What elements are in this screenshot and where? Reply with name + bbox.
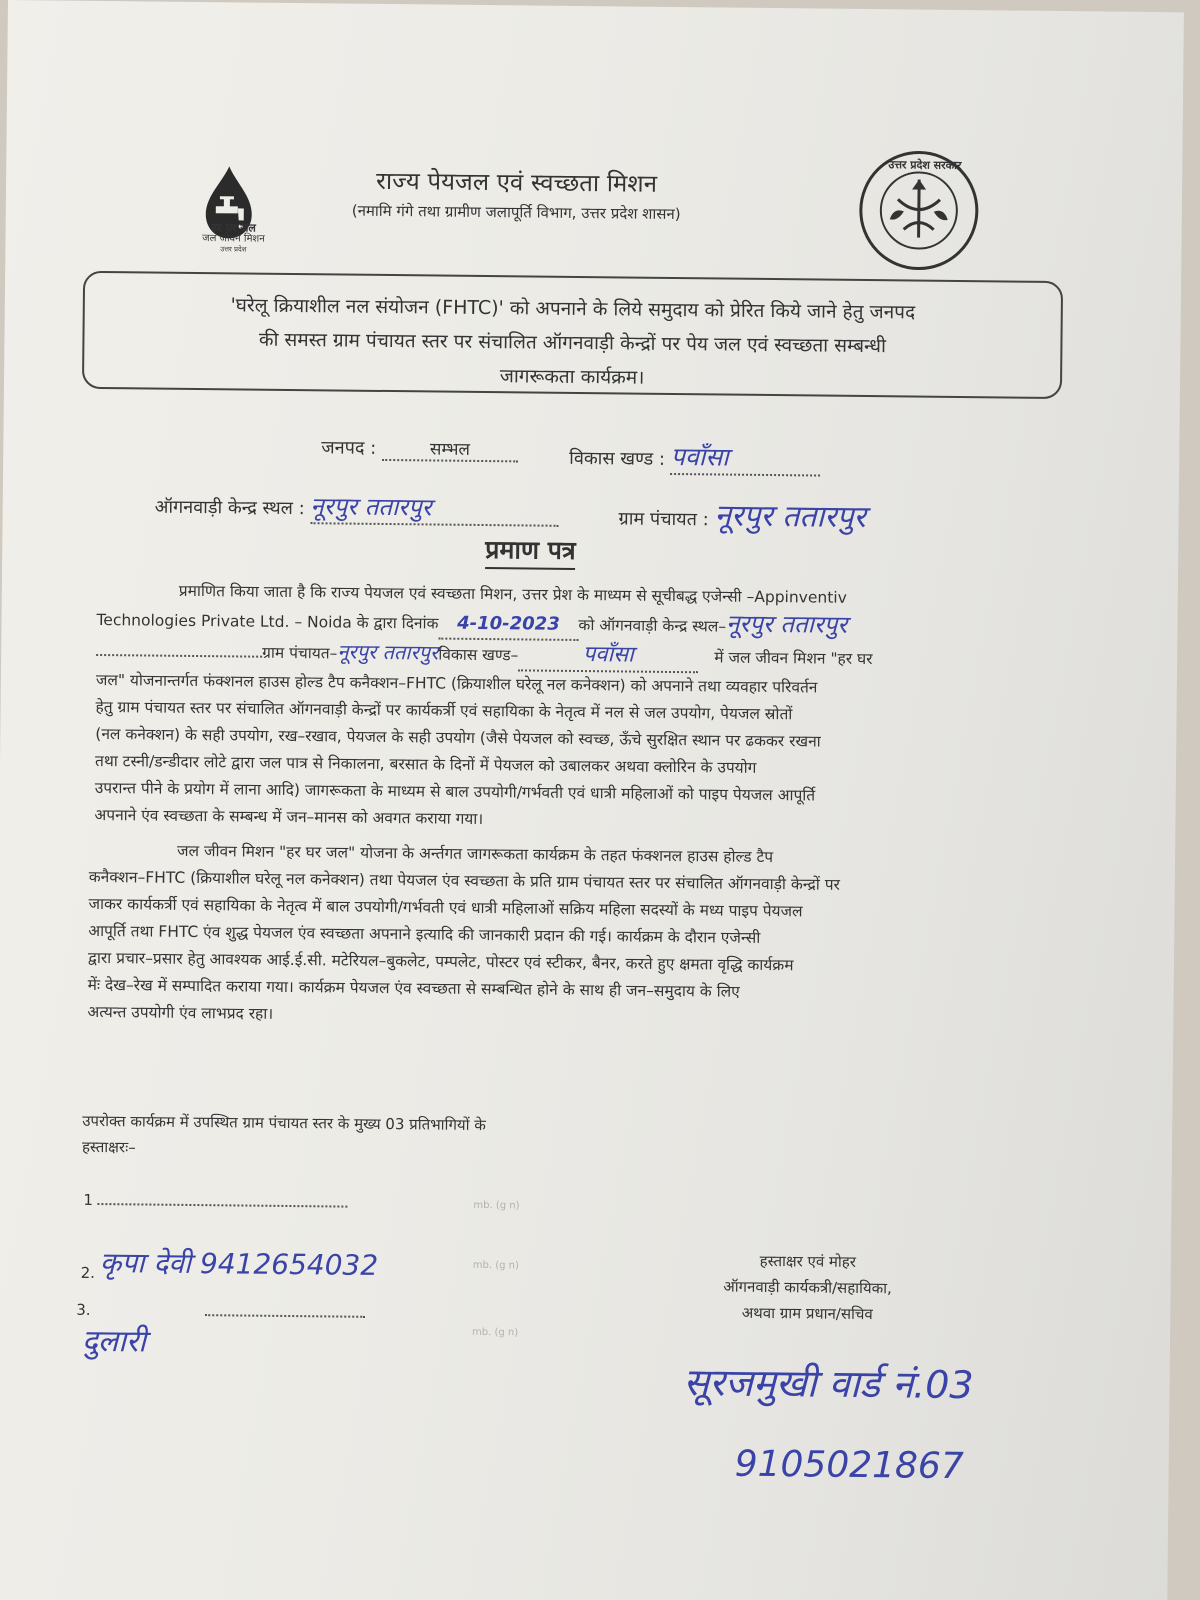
p2-line-5: द्वारा प्रचार–प्रसार हेतु आवश्यक आई.ई.सी. मटेरियल–बुकलेट, पम्पलेट, पोस्टर एवं स्टीकर, बैनर, करते हुए क्षमता वृद्धि कार्यक्रम [87, 948, 794, 975]
participant-1-row [83, 1191, 348, 1212]
p1-line-3-handwritten-2: पवाँसा [582, 642, 634, 668]
p1-line-3-dots-2 [518, 640, 698, 673]
certificate-paragraph-2 [87, 837, 1044, 1036]
p1-line-2-text: Technologies Private Ltd. – Noida के द्वारा दिनांक [96, 610, 439, 633]
p2-line-4: आपूर्ति तथा FHTC एंव शुद्ध पेयजल एंव स्वच्छता अपनाने इत्यादि की जानकारी प्रदान की गई। कार्यक्रम के दौरान एजेन्सी [88, 921, 761, 947]
gram-panchayat-label: ग्राम पंचायत : [618, 508, 709, 531]
vikas-khand-dotted-line [671, 439, 821, 477]
participant-3-number: 3. [76, 1300, 91, 1319]
date-value: 4-10-2023 [457, 612, 560, 635]
p1-line-8: उपरान्त पीने के प्रयोग में लाना आदि) जागरूकता के माध्यम से बाल उपयोगी/गर्भवती एवं धात्री महिलाओं को पाइप पेयजल आपूर्ति [94, 778, 816, 805]
p2-line-6: मेंः देख–रेख में सम्पादित कराया गया। कार्यक्रम पेयजल एंव स्वच्छता से सम्बन्धित होने के साथ ही जन–समुदाय के लिए [87, 975, 740, 1001]
participants-intro [82, 1108, 486, 1164]
aanganwadi-field [155, 488, 559, 527]
participant-1-dotted-line [98, 1203, 348, 1208]
gram-panchayat-field [618, 492, 866, 536]
p1-line-1: प्रमाणित किया जाता है कि राज्य पेयजल एवं स्वच्छता मिशन, उत्तर प्रेश के माध्यम से सूचीबद्ध एजेन्सी –Appinventiv [178, 581, 847, 607]
janpad-value: सम्भल [429, 439, 471, 460]
participants-intro-line-1: उपरोक्त कार्यक्रम में उपस्थित ग्राम पंचायत स्तर के मुख्य 03 प्रतिभागियों के [82, 1111, 486, 1135]
signatory-line-3: अथवा ग्राम प्रधान/सचिव [741, 1303, 873, 1324]
p1-line-9: अपनाने एंव स्वच्छता के सम्बन्ध में जन–मानस को अवगत कराया गया। [94, 805, 484, 829]
p1-line-3-text-a: ग्राम पंचायत– [262, 643, 338, 663]
participant-2-number: 2. [80, 1263, 96, 1282]
aanganwadi-value: नूरपुर ततारपुर [310, 492, 432, 522]
participant-3-dotted-line [205, 1314, 365, 1318]
p1-line-2-handwritten: नूरपुर ततारपुर [726, 609, 848, 639]
signatory-handwritten-phone: 9105021867 [734, 1443, 964, 1488]
p1-line-5: हेतु ग्राम पंचायत स्तर पर संचालित ऑगनवाड़ी केन्द्रों पर कार्यकर्त्री एवं सहायिका के नेतृत्व में नल से जल उपयोग, पेयजल स्रोतों [95, 697, 793, 724]
emblem-text: उत्तर प्रदेश सरकार [888, 158, 962, 172]
p2-line-1: जल जीवन मिशन "हर घर जल" योजना के अर्न्तगत जागरूकता कार्यक्रम के तहत फंक्शनल हाउस होल्ड टैप [177, 841, 774, 867]
participant-3-signature: दुलारी [81, 1323, 147, 1360]
janpad-field [321, 435, 518, 462]
programme-statement-box [82, 271, 1063, 399]
date-dotted-line [438, 610, 578, 641]
logo-text-line3: उत्तर प्रदेश [220, 245, 247, 254]
aanganwadi-dotted-line [310, 489, 558, 527]
signatory-line-1: हस्ताक्षर एवं मोहर [759, 1251, 857, 1271]
vikas-khand-field [569, 438, 821, 477]
box-line-2: की समस्त ग्राम पंचायत स्तर पर संचालित ऑगनवाड़ी केन्द्रों पर पेय जल एवं स्वच्छता सम्बन्धी [258, 328, 887, 358]
gram-panchayat-value: नूरपुर ततारपुर [714, 498, 866, 536]
faint-mark-2: mb. (g n) [472, 1259, 519, 1272]
vikas-khand-label: विकास खण्ड : [569, 447, 666, 470]
p2-line-2: कनैक्शन–FHTC (क्रियाशील घरेलू नल कनेक्शन) तथा पेयजल एंव स्वच्छता के प्रति ग्राम पंचायत स्तर पर संचालित ऑगनवाड़ी केन्द्रों पर [88, 867, 840, 894]
har-ghar-jal-logo [183, 162, 274, 263]
p2-line-7: अत्यन्त उपयोगी एंव लाभप्रद रहा। [87, 1002, 274, 1023]
logo-text-line1: हर घर जल [211, 221, 257, 235]
signatory-line-2: ऑगनवाड़ी कार्यकत्री/सहायिका, [723, 1277, 892, 1298]
janpad-dotted-line [382, 436, 518, 462]
signatory-block [682, 1247, 933, 1328]
p1-line-3-handwritten-1: नूरपुर ततारपुर [337, 639, 439, 665]
p1-line-4: जल" योजनान्तर्गत फंक्शनल हाउस होल्ड टैप कनैक्शन–FHTC (क्रियाशील घरेलू नल कनेक्शन) को अपनाने तथा व्यवहार परिवर्तन [95, 670, 818, 697]
aanganwadi-label: ऑगनवाड़ी केन्द्र स्थल : [154, 496, 305, 520]
logo-text-line2: जल जीवन मिशन [202, 233, 265, 245]
up-government-emblem [857, 149, 980, 272]
mission-subtitle: (नमामि गंगे तथा ग्रामीण जलापूर्ति विभाग, उत्तर प्रदेश शासन) [351, 201, 681, 224]
signatory-handwritten-name: सूरजमुखी वार्ड नं.03 [683, 1360, 974, 1408]
faint-mark-1: mb. (g n) [473, 1199, 520, 1212]
janpad-label: जनपद : [321, 437, 377, 459]
p1-line-6: (नल कनेक्शन) के सही उपयोग, रख–रखाव, पेयजल के सही उपयोग (जैसे पेयजल को स्वच्छ, ऊँचे सुरक्षित स्थान पर ढककर रखना [95, 724, 821, 751]
participants-intro-line-2: हस्ताक्षरः– [81, 1137, 136, 1157]
participant-2-signature: कृपा देवी 9412654032 [99, 1246, 379, 1282]
box-line-1: 'घरेलू क्रियाशील नल संयोजन (FHTC)' को अपनाने के लिये समुदाय को प्रेरित किये जाने हेतु जनपद [230, 294, 916, 324]
p1-line-7: तथा टस्नी/डन्डीदार लोटे द्वारा जल पात्र से निकालना, बरसात के दिनों में पेयजल को उबालकर अथवा क्लोरिन के उपयोग [94, 751, 757, 777]
box-line-3: जागरूकता कार्यक्रम। [499, 365, 645, 389]
participant-1-number: 1 [83, 1190, 94, 1209]
vikas-khand-value: पवाँसा [670, 441, 729, 472]
p1-line-3-text-b: विकास खण्ड– [438, 645, 519, 665]
p1-line-3-text-c: में जल जीवन मिशन "हर घर [714, 648, 873, 669]
p2-line-3: जाकर कार्यकर्त्री एवं सहायिका के नेतृत्व में बाल उपयोगी/गर्भवती एवं धात्री महिलाओं सक्रिय महिला सदस्यों के मध्य पाइप पेयजल [88, 894, 803, 921]
faint-mark-3: mb. (g n) [472, 1326, 519, 1339]
p1-line-3-dots [96, 654, 262, 658]
certificate-title: प्रमाण पत्र [485, 532, 576, 570]
participant-2-row [80, 1246, 379, 1290]
mission-title: राज्य पेयजल एवं स्वच्छता मिशन [375, 166, 658, 198]
p1-line-2-text-b: को ऑगनवाड़ी केन्द्र स्थल– [578, 616, 727, 636]
certificate-paragraph-1 [94, 577, 1047, 839]
